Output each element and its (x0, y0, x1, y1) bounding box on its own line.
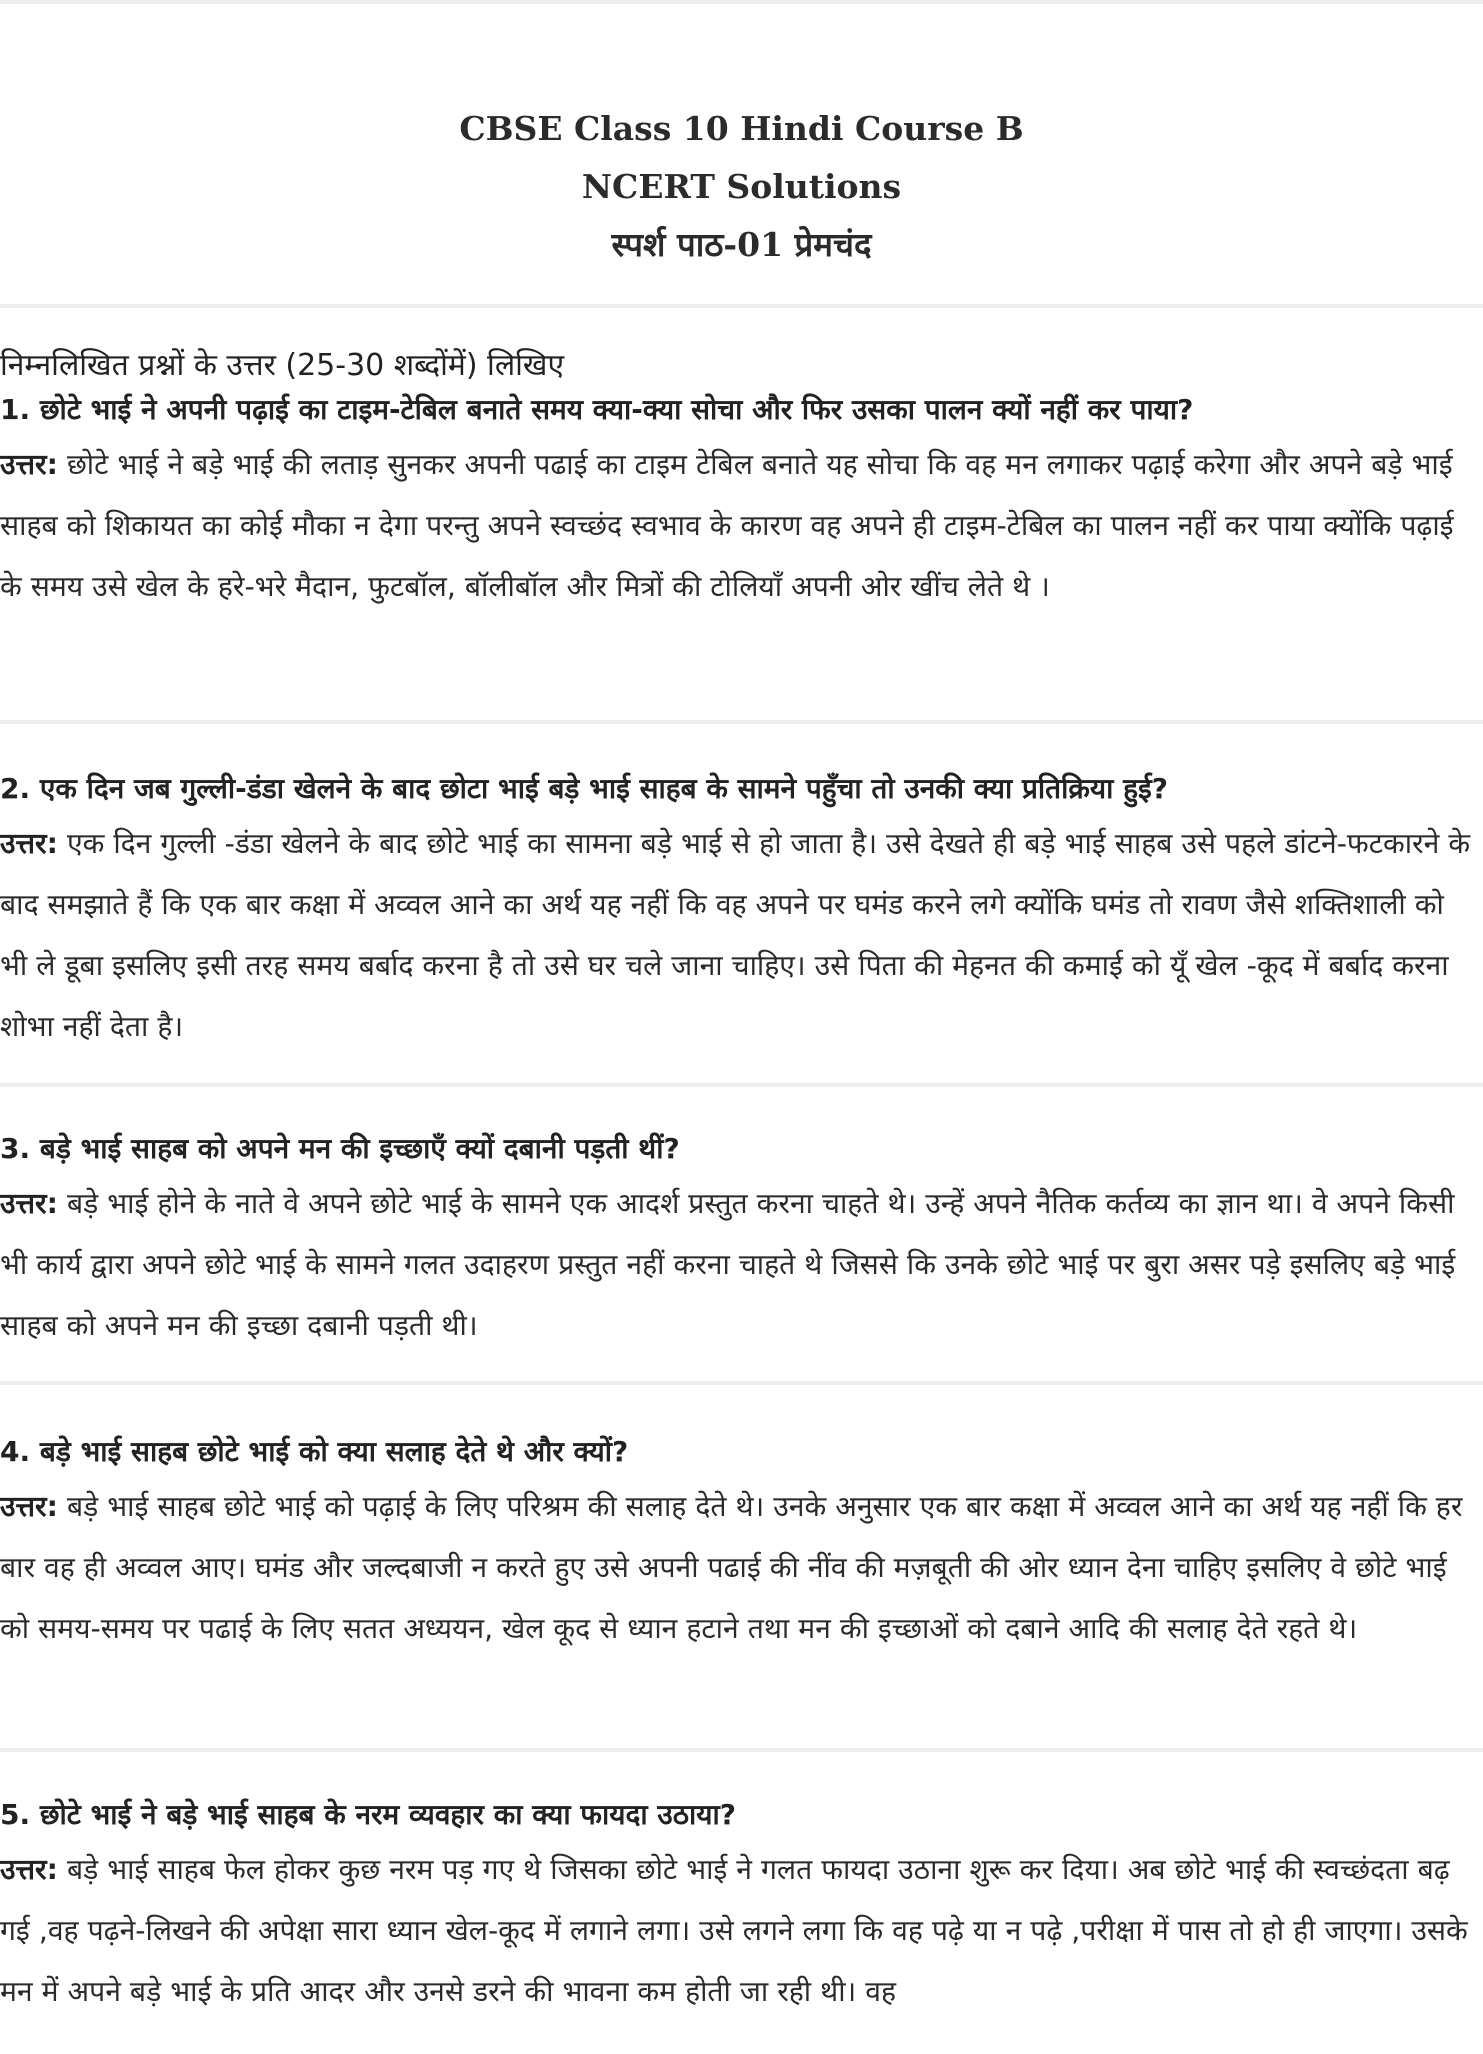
divider (0, 1748, 1483, 1752)
question-block-5 (0, 1791, 1483, 2022)
top-rule (0, 0, 1483, 4)
answer-label: उत्तर: (0, 448, 58, 481)
header-chapter: स्पर्श पाठ-01 प्रेमचंद (611, 225, 872, 264)
answer-label: उत्तर: (0, 1853, 58, 1886)
question-block-2 (0, 765, 1483, 1057)
answer-text (0, 1476, 1478, 1659)
question-block-1 (0, 346, 1483, 617)
divider (0, 1083, 1483, 1087)
divider (0, 720, 1483, 724)
answer-body: बड़े भाई साहब फेल होकर कुछ नरम पड़ गए थे जिसका छोटे भाई ने गलत फायदा उठाना शुरू कर दिया। अब छोटे भाई की स्वच्छंदता बढ़ गई ,वह पढ़ने-लिखने की अपेक्षा सारा ध्यान खेल-कूद में लगाने लगा। उसे लगने लगा कि वह पढ़े या न पढ़े ,परीक्षा में पास तो हो ही जाएगा। उसके मन में अपने बड़े भाई के प्रति आदर और उनसे डरने की भावना कम होती जा रही थी। वह (0, 1853, 1468, 2008)
answer-text (0, 434, 1478, 617)
page-header (0, 100, 1483, 274)
answer-body: बड़े भाई साहब छोटे भाई को पढ़ाई के लिए परिश्रम की सलाह देते थे। उनके अनुसार एक बार कक्षा में अव्वल आने का अर्थ यह नहीं कि हर बार वह ही अव्वल आए। घमंड और जल्दबाजी न करते हुए उसे अपनी पढाई की नींव की मज़बूती की ओर ध्यान देना चाहिए इसलिए वे छोटे भाई को समय-समय पर पढाई के लिए सतत अध्ययन, खेल कूद से ध्यान हटाने तथा मन की इच्छाओं को दबाने आदि की सलाह देते रहते थे। (0, 1490, 1463, 1645)
question-block-4 (0, 1428, 1483, 1659)
header-course-title: CBSE Class 10 Hindi Course B (459, 109, 1024, 148)
answer-body: बड़े भाई होने के नाते वे अपने छोटे भाई के सामने एक आदर्श प्रस्तुत करना चाहते थे। उन्हें अपने नैतिक कर्तव्य का ज्ञान था। वे अपने किसी भी कार्य द्वारा अपने छोटे भाई के सामने गलत उदाहरण प्रस्तुत नहीं करना चाहते थे जिससे कि उनके छोटे भाई पर बुरा असर पड़े इसलिए बड़े भाई साहब को अपने मन की इच्छा दबानी पड़ती थी। (0, 1187, 1456, 1342)
answer-label: उत्तर: (0, 1187, 58, 1220)
question-text: 3. बड़े भाई साहब को अपने मन की इच्छाएँ क्यों दबानी पड़ती थीं? (0, 1132, 680, 1165)
answer-text (0, 1839, 1478, 2022)
instruction-text: निम्नलिखित प्रश्नों के उत्तर (25-30 शब्दोंमें) लिखिए (0, 348, 565, 383)
question-block-3 (0, 1125, 1483, 1356)
header-subtitle: NCERT Solutions (581, 167, 902, 206)
divider (0, 1381, 1483, 1385)
answer-text (0, 1173, 1478, 1356)
answer-label: उत्तर: (0, 1490, 58, 1523)
answer-body: एक दिन गुल्ली -डंडा खेलने के बाद छोटे भाई का सामना बड़े भाई से हो जाता है। उसे देखते ही बड़े भाई साहब उसे पहले डांटने-फटकारने के बाद समझाते हैं कि एक बार कक्षा में अव्वल आने का अर्थ यह नहीं कि वह अपने पर घमंड करने लगे क्योंकि घमंड तो रावण जैसे शक्तिशाली को भी ले डूबा इसलिए इसी तरह समय बर्बाद करना है तो उसे घर चले जाना चाहिए। उसे पिता की मेहनत की कमाई को यूँ खेल -कूद में बर्बाद करना शोभा नहीं देता है। (0, 827, 1471, 1043)
question-text: 1. छोटे भाई ने अपनी पढ़ाई का टाइम-टेबिल बनाते समय क्या-क्या सोचा और फिर उसका पालन क्यों नहीं कर पाया? (0, 393, 1194, 426)
question-text: 5. छोटे भाई ने बड़े भाई साहब के नरम व्यवहार का क्या फायदा उठाया? (0, 1798, 736, 1831)
divider (0, 304, 1483, 308)
question-text: 2. एक दिन जब गुल्ली-डंडा खेलने के बाद छोटा भाई बड़े भाई साहब के सामने पहुँचा तो उनकी क्या प्रतिक्रिया हुई? (0, 772, 1168, 805)
question-text: 4. बड़े भाई साहब छोटे भाई को क्या सलाह देते थे और क्यों? (0, 1435, 629, 1468)
answer-text (0, 813, 1478, 1057)
answer-label: उत्तर: (0, 827, 58, 860)
answer-body: छोटे भाई ने बड़े भाई की लताड़ सुनकर अपनी पढाई का टाइम टेबिल बनाते यह सोचा कि वह मन लगाकर पढ़ाई करेगा और अपने बड़े भाई साहब को शिकायत का कोई मौका न देगा परन्तु अपने स्वच्छंद स्वभाव के कारण वह अपने ही टाइम-टेबिल का पालन नहीं कर पाया क्योंकि पढ़ाई के समय उसे खेल के हरे-भरे मैदान, फुटबॉल, बॉलीबॉल और मित्रों की टोलियाँ अपनी ओर खींच लेते थे । (0, 448, 1454, 603)
